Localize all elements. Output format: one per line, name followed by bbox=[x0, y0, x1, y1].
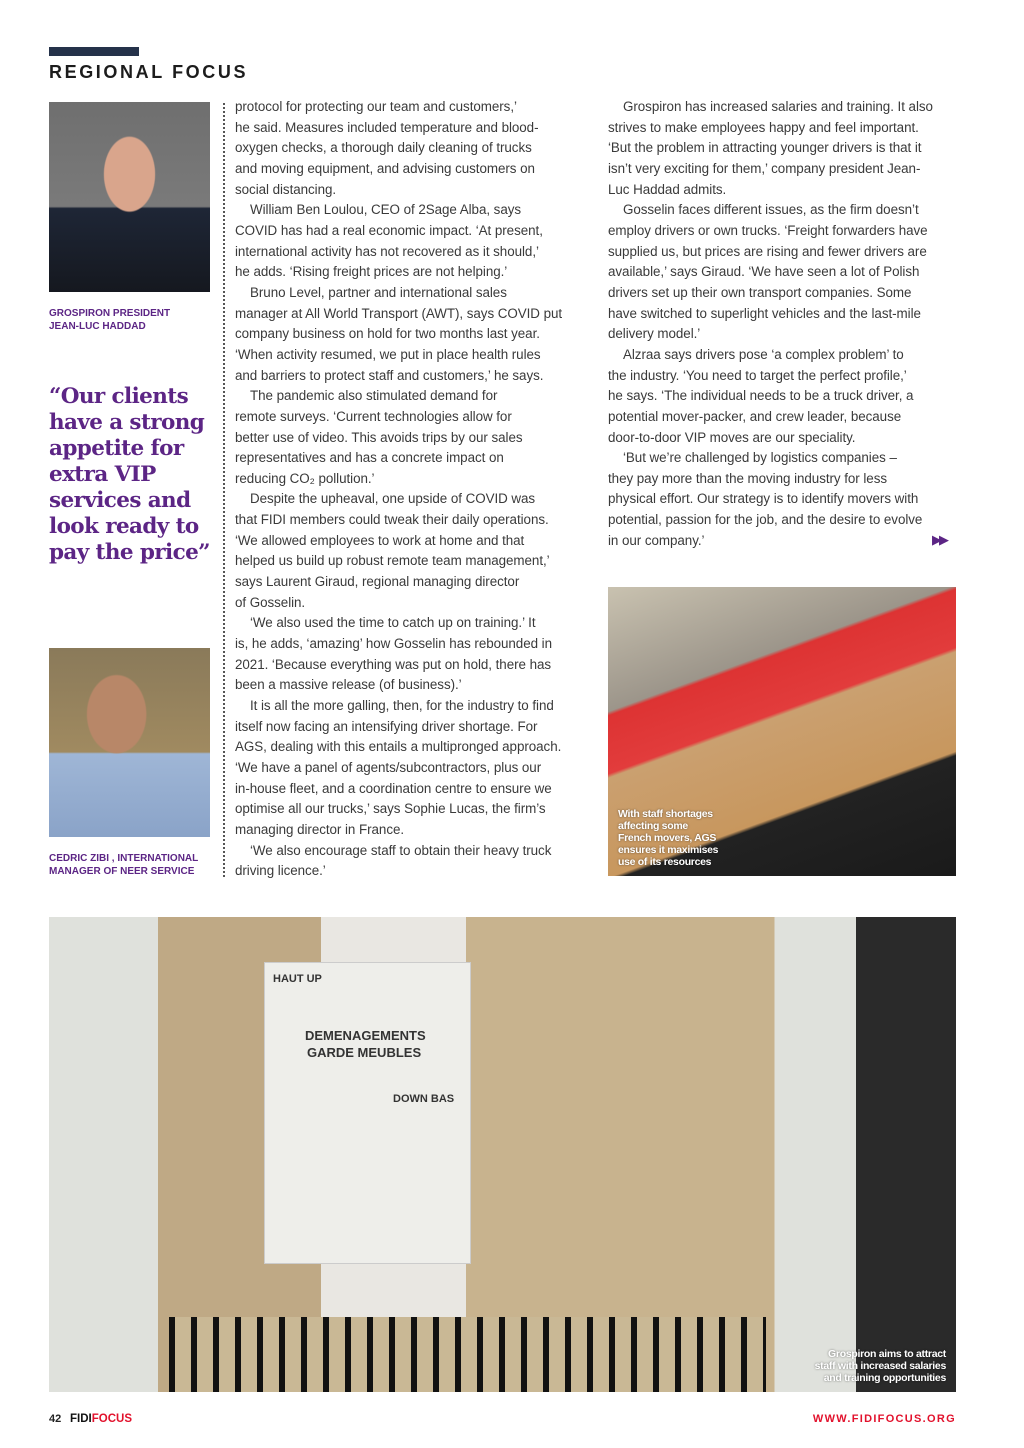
text-line: ‘We allowed employees to work at home and that bbox=[235, 532, 525, 548]
text-line: have switched to superlight vehicles and the last-mile bbox=[608, 305, 921, 321]
moving-box bbox=[264, 962, 471, 1264]
text-line: driving licence.’ bbox=[235, 863, 326, 879]
text-line: social distancing. bbox=[235, 181, 337, 197]
box-label: DEMENAGEMENTS bbox=[305, 1028, 426, 1043]
caption-zibi bbox=[49, 852, 198, 878]
text-line: been a massive release (of business).’ bbox=[235, 677, 462, 693]
text-line: international activity has not recovered as it should,’ bbox=[235, 243, 539, 259]
text-line: Gosselin faces different issues, as the firm doesn’t bbox=[623, 202, 919, 218]
text-line: and moving equipment, and advising customers on bbox=[235, 160, 535, 176]
text-line: helped us build up robust remote team management,’ bbox=[235, 553, 550, 569]
paragraph bbox=[235, 489, 562, 613]
text-line: physical effort. Our strategy is to identify movers with bbox=[608, 491, 919, 507]
paragraph bbox=[235, 97, 562, 200]
text-line: they pay more than the moving industry for less bbox=[608, 470, 887, 486]
text-line: oxygen checks, a thorough daily cleaning of trucks bbox=[235, 140, 532, 156]
text-line: of Gosselin. bbox=[235, 594, 306, 610]
text-line: better use of video. This avoids trips by our sales bbox=[235, 429, 523, 445]
article-column-1 bbox=[235, 97, 562, 882]
paragraph bbox=[608, 448, 933, 551]
text-line: says Laurent Giraud, regional managing director bbox=[235, 574, 520, 590]
brand-logo bbox=[70, 1413, 132, 1425]
text-line: employ drivers or own trucks. ‘Freight forwarders have bbox=[608, 222, 928, 238]
text-line: William Ben Loulou, CEO of 2Sage Alba, says bbox=[250, 202, 522, 218]
portrait-haddad bbox=[49, 102, 210, 292]
paragraph bbox=[235, 696, 562, 841]
text-line: potential, passion for the job, and the desire to evolve bbox=[608, 512, 923, 528]
text-line: ‘We also used the time to catch up on training.’ It bbox=[250, 615, 536, 631]
text-line: COVID has had a real economic impact. ‘At present, bbox=[235, 222, 543, 238]
paragraph bbox=[235, 841, 562, 882]
text-line: and barriers to protect staff and customers,’ he says. bbox=[235, 367, 544, 383]
text-line: supplied us, but prices are rising and fewer drivers are bbox=[608, 243, 927, 259]
paragraph bbox=[608, 200, 933, 345]
text-line: company business on hold for two months last year. bbox=[235, 326, 540, 342]
text-line: itself now facing an intensifying driver shortage. For bbox=[235, 718, 538, 734]
text-line: isn’t very exciting for them,’ company president Jean- bbox=[608, 160, 921, 176]
caption-line: ensures it maximises bbox=[618, 844, 719, 856]
text-line: potential mover-packer, and crew leader, because bbox=[608, 408, 902, 424]
text-line: reducing CO₂ pollution.’ bbox=[235, 470, 375, 486]
page-number: 42 bbox=[49, 1413, 62, 1425]
caption-line: staff with increased salaries bbox=[814, 1360, 946, 1372]
box-label: GARDE MEUBLES bbox=[307, 1045, 422, 1060]
text-line: It is all the more galling, then, for the industry to find bbox=[250, 698, 554, 714]
paragraph bbox=[608, 345, 933, 448]
text-line: ‘We have a panel of agents/subcontractors, plus our bbox=[235, 760, 542, 775]
text-line: Luc Haddad admits. bbox=[608, 181, 727, 197]
text-line: is, he adds, ‘amazing’ how Gosselin has rebounded in bbox=[235, 636, 552, 652]
text-line: Despite the upheaval, one upside of COVID was bbox=[250, 491, 536, 507]
text-line: Alzraa says drivers pose ‘a complex problem’ to bbox=[623, 346, 904, 362]
text-line: The pandemic also stimulated demand for bbox=[250, 388, 498, 404]
text-line: representatives and has a concrete impact on bbox=[235, 450, 504, 466]
article-column-2 bbox=[608, 97, 933, 551]
text-line: drivers set up their own transport companies. Some bbox=[608, 284, 912, 300]
photo-caption bbox=[815, 1348, 946, 1384]
caption-haddad bbox=[49, 307, 170, 333]
section-bar bbox=[49, 47, 139, 56]
caption-line: and training opportunities bbox=[823, 1372, 946, 1384]
text-line: managing director in France. bbox=[235, 821, 405, 837]
caption-line: Grospiron aims to attract bbox=[828, 1348, 946, 1360]
brand-part: FOCUS bbox=[91, 1413, 132, 1425]
brand-part: FIDI bbox=[70, 1413, 92, 1425]
text-line: ‘But we’re challenged by logistics companies – bbox=[623, 450, 897, 466]
box-label: HAUT UP bbox=[273, 973, 322, 985]
photo-grospiron-mover bbox=[49, 917, 956, 1392]
photo-caption bbox=[618, 808, 718, 868]
text-line: strives to make employees happy and feel important. bbox=[608, 119, 919, 135]
text-line: protocol for protecting our team and customers,’ bbox=[235, 99, 517, 114]
text-line: AGS, dealing with this entails a multipronged approach. bbox=[235, 739, 562, 755]
text-line: that FIDI members could tweak their daily operations. bbox=[235, 512, 549, 528]
text-line: available,’ says Giraud. ‘We have seen a lot of Polish bbox=[608, 264, 920, 280]
caption-line: French movers, AGS bbox=[618, 832, 717, 844]
column-divider bbox=[223, 103, 225, 877]
caption-line: CEDRIC ZIBI , INTERNATIONAL bbox=[49, 853, 199, 864]
website-url[interactable]: WWW.FIDIFOCUS.ORG bbox=[812, 1413, 956, 1425]
text-line: 2021. ‘Because everything was put on hold, there has bbox=[235, 656, 552, 672]
balcony-railing bbox=[169, 1317, 766, 1392]
text-line: in our company.’ bbox=[608, 532, 705, 548]
caption-line: JEAN-LUC HADDAD bbox=[49, 321, 146, 332]
text-line: he adds. ‘Rising freight prices are not helping.’ bbox=[235, 264, 508, 280]
text-line: Grospiron has increased salaries and training. It also bbox=[623, 99, 933, 114]
text-line: Bruno Level, partner and international sales bbox=[250, 284, 507, 300]
text-line: ‘We also encourage staff to obtain their heavy truck bbox=[250, 842, 552, 858]
paragraph bbox=[235, 283, 562, 386]
text-line: in-house fleet, and a coordination centre to ensure we bbox=[235, 780, 552, 796]
text-line: door-to-door VIP moves are our speciality. bbox=[608, 429, 856, 445]
text-line: optimise all our trucks,’ says Sophie Lucas, the firm’s bbox=[235, 801, 546, 817]
text-line: remote surveys. ‘Current technologies allow for bbox=[235, 408, 512, 424]
caption-line: With staff shortages bbox=[618, 808, 713, 820]
paragraph bbox=[235, 613, 562, 696]
text-line: the industry. ‘You need to target the perfect profile,’ bbox=[608, 367, 907, 383]
continue-arrow-icon: ▶▶ bbox=[932, 532, 946, 547]
text-line: ‘When activity resumed, we put in place health rules bbox=[235, 346, 541, 362]
caption-line: GROSPIRON PRESIDENT bbox=[49, 308, 171, 319]
box-label: DOWN BAS bbox=[393, 1093, 455, 1105]
caption-line: affecting some bbox=[618, 820, 688, 832]
paragraph bbox=[608, 97, 933, 200]
text-line: he said. Measures included temperature and blood- bbox=[235, 119, 539, 135]
text-line: ‘But the problem in attracting younger drivers is that it bbox=[608, 140, 922, 156]
portrait-zibi bbox=[49, 648, 210, 837]
text-line: manager at All World Transport (AWT), says COVID put bbox=[235, 305, 563, 321]
paragraph bbox=[235, 386, 562, 489]
caption-line: MANAGER OF NEER SERVICE bbox=[49, 866, 195, 877]
caption-line: use of its resources bbox=[618, 856, 712, 868]
pull-quote: “Our clients have a strong appetite for extra VIP services and look ready to pay the price” bbox=[49, 384, 210, 565]
section-title: REGIONAL FOCUS bbox=[49, 62, 249, 82]
text-line: delivery model.’ bbox=[608, 326, 701, 342]
paragraph bbox=[235, 200, 562, 283]
text-line: he says. ‘The individual needs to be a truck driver, a bbox=[608, 388, 914, 404]
photo-ags-movers bbox=[608, 587, 956, 876]
